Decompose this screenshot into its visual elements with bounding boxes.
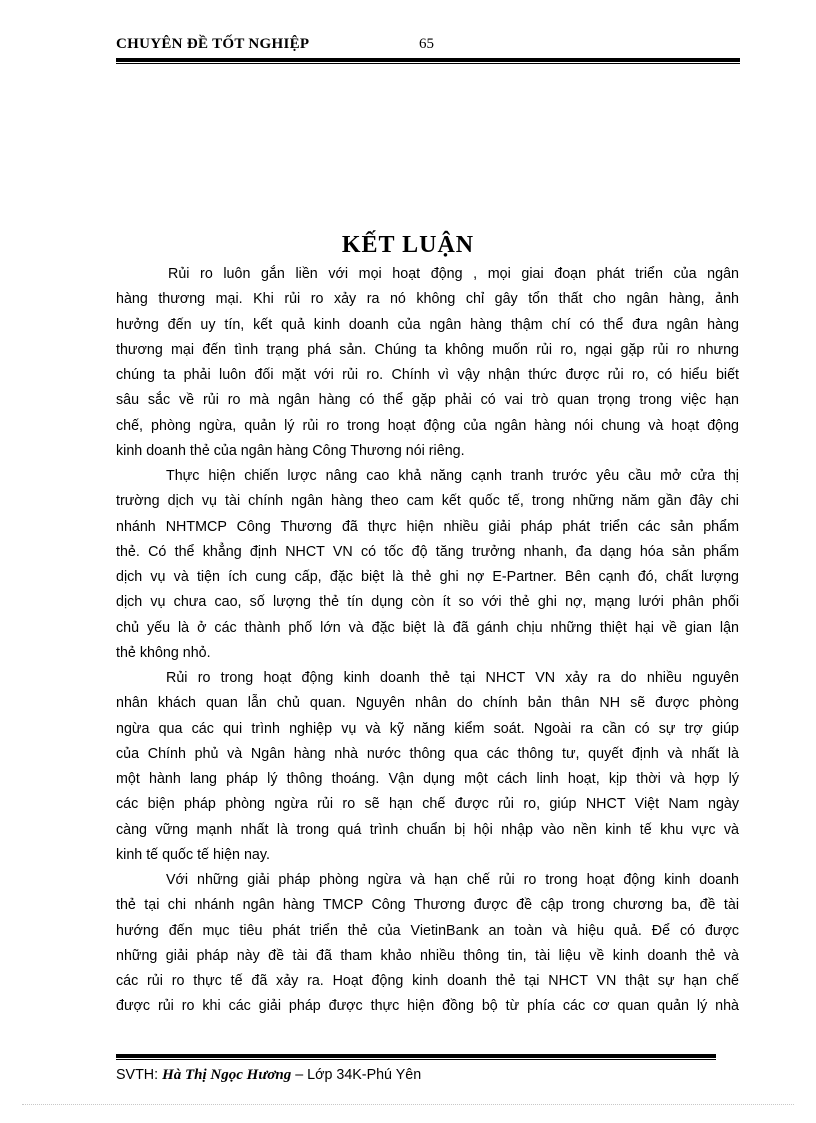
paragraph-4-line-5: các rủi ro thực tế đã xảy ra. Hoạt động kinh doanh thẻ tại NHCT VN thật sự hạn chế	[116, 973, 739, 989]
paragraph-2-line-1: Thực hiện chiến lược nâng cao khả năng cạnh tranh trước yêu cầu mở cửa thị	[166, 468, 739, 484]
paragraph-3-line-5: một hành lang pháp lý thông thoáng. Vận dụng một cách linh hoạt, kịp thời và hợp lý	[116, 771, 739, 787]
header-rule-thick	[116, 58, 740, 62]
paragraph-4-line-2: thẻ tại chi nhánh ngân hàng TMCP Công Thương được đề cập trong chương ba, đề tài	[116, 897, 739, 914]
header-title: CHUYÊN ĐỀ TỐT NGHIỆP	[116, 36, 310, 52]
paragraph-1-line-8: kinh doanh thẻ của ngân hàng Công Thương nói riêng.	[116, 442, 465, 459]
paragraph-1-line-6: sâu sắc về rủi ro mà ngân hàng có thể gặp phải có vai trò quan trọng trong việc hạn	[116, 392, 739, 409]
paragraph-1-line-5: chúng ta phải luôn đối mặt với rủi ro. Chính vì vậy nhận thức được rủi ro, có hiểu biết	[116, 367, 739, 383]
page-bottom-dotted-line	[22, 1104, 794, 1105]
page-number: 65	[419, 36, 434, 52]
footer-rule-thick	[116, 1054, 716, 1058]
paragraph-4-line-1: Với những giải pháp phòng ngừa và hạn chế rủi ro trong hoạt động kinh doanh	[166, 872, 739, 888]
body-text	[116, 262, 739, 1020]
page-header	[116, 36, 740, 56]
paragraph-3-line-3: ngừa qua các qui trình nghiệp vụ và kỹ năng kiểm soát. Ngoài ra cần có sự trợ giúp	[116, 720, 739, 737]
paragraph-1-line-4: thương mại đến tình trạng phá sản. Chúng ta không muốn rủi ro, ngại gặp rủi ro nhưng	[116, 341, 739, 358]
section-heading: KẾT LUẬN	[341, 232, 475, 258]
paragraph-2-line-6: dịch vụ chưa cao, số lượng thẻ tín dụng còn ít so với thẻ ghi nợ, mạng lưới phân phối	[116, 594, 739, 611]
paragraph-4-line-6: được rủi ro khi các giải pháp được thực hiện đồng bộ từ phía các cơ quan quản lý nhà	[116, 998, 739, 1015]
header-rule-thin	[116, 63, 740, 64]
footer-class: – Lớp 34K-Phú Yên	[291, 1067, 422, 1083]
paragraph-2-line-3: nhánh NHTMCP Công Thương đã thực hiện nhiều giải pháp phát triển các sản phẩm	[116, 518, 739, 535]
paragraph-3-line-4: của Chính phủ và Ngân hàng nhà nước thông qua các thông tư, quyết định và nhất là	[116, 745, 739, 762]
footer-rule-thin	[116, 1059, 716, 1060]
page-footer	[116, 1067, 716, 1084]
paragraph-3-line-6: các biện pháp phòng ngừa rủi ro sẽ hạn chế được rủi ro, giúp NHCT Việt Nam ngày	[116, 796, 739, 813]
paragraph-1-line-2: hàng thương mại. Khi rủi ro xảy ra nó không chỉ gây tổn thất cho ngân hàng, ảnh	[116, 291, 739, 308]
paragraph-3-line-8: kinh tế quốc tế hiện nay.	[116, 846, 270, 863]
paragraph-2-line-5: dịch vụ và tiện ích cung cấp, đặc biệt là thẻ ghi nợ E-Partner. Bên cạnh đó, chất lượng	[116, 569, 739, 585]
paragraph-3-line-7: càng vững mạnh nhất là trong quá trình chuẩn bị hội nhập vào nền kinh tế khu vực và	[116, 821, 739, 838]
paragraph-1-line-3: hưởng đến uy tín, kết quả kinh doanh của ngân hàng thậm chí có thể đưa ngân hàng	[116, 316, 739, 333]
student-name: Hà Thị Ngọc Hương	[162, 1067, 292, 1083]
footer-prefix: SVTH:	[116, 1067, 163, 1083]
paragraph-2-line-2: trường dịch vụ tài chính ngân hàng theo cam kết quốc tế, trong những năm gần đây chi	[116, 493, 739, 510]
paragraph-4-line-3: hướng đến mục tiêu phát triển thẻ của VietinBank an toàn và hiệu quả. Để có được	[116, 922, 739, 939]
paragraph-2-line-8: thẻ không nhỏ.	[116, 644, 211, 661]
paragraph-2-line-4: thẻ. Có thể khẳng định NHCT VN có tốc độ tăng trưởng nhanh, đa dạng hóa sản phẩm	[116, 543, 739, 560]
paragraph-3-line-2: nhân khách quan lẫn chủ quan. Nguyên nhân do chính bản thân NH sẽ được phòng	[116, 695, 739, 712]
paragraph-1-line-7: chế, phòng ngừa, quản lý rủi ro trong hoạt động của ngân hàng nói chung và hoạt động	[116, 417, 739, 434]
paragraph-2-line-7: chủ yếu là ở các thành phố lớn và đặc biệt là đã gánh chịu những thiệt hại về gian lận	[116, 619, 739, 636]
paragraph-4-line-4: những giải pháp này đề tài đã tham khảo nhiều thông tin, tài liệu về kinh doanh thẻ và	[116, 947, 739, 964]
paragraph-3-line-1: Rủi ro trong hoạt động kinh doanh thẻ tại NHCT VN xảy ra do nhiều nguyên	[166, 670, 739, 686]
paragraph-1-line-1: Rủi ro luôn gắn liền với mọi hoạt động , mọi giai đoạn phát triển của ngân	[168, 266, 739, 282]
